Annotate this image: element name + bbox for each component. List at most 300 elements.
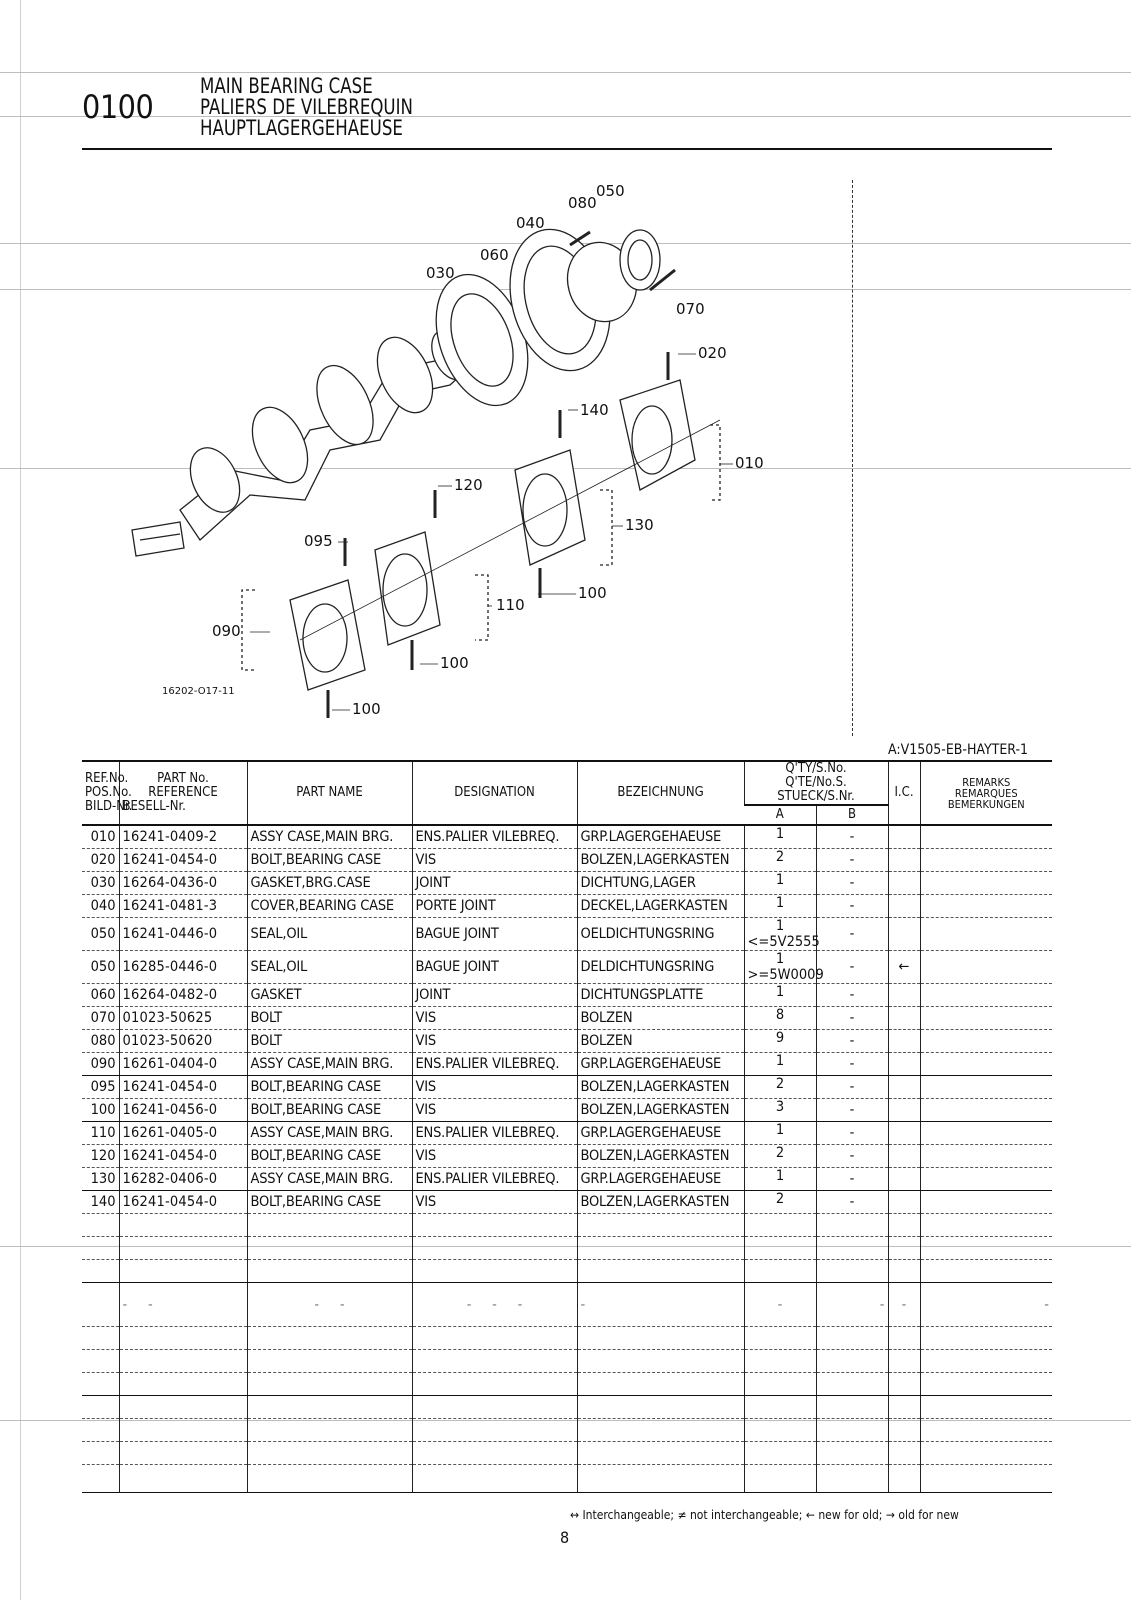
header-qty-b: B bbox=[816, 805, 888, 825]
table-cell bbox=[247, 1419, 412, 1442]
callout-110: 110 bbox=[496, 596, 525, 614]
table-cell: DECKEL,LAGERKASTEN bbox=[577, 895, 744, 918]
table-cell: 090 bbox=[82, 1053, 119, 1076]
table-cell: - bbox=[577, 1283, 744, 1327]
table-cell: 2 bbox=[744, 849, 816, 872]
table-cell: GRP.LAGERGEHAEUSE bbox=[577, 1168, 744, 1191]
blank-row bbox=[82, 1442, 1052, 1465]
callout-100a: 100 bbox=[578, 584, 607, 602]
table-cell: DICHTUNGSPLATTE bbox=[577, 984, 744, 1007]
table-cell bbox=[412, 1350, 577, 1373]
table-cell: BOLZEN,LAGERKASTEN bbox=[577, 1099, 744, 1122]
table-cell: 1 bbox=[744, 1053, 816, 1076]
table-cell bbox=[888, 1350, 920, 1373]
table-cell bbox=[577, 1419, 744, 1442]
table-cell: 16241-0454-0 bbox=[119, 1076, 247, 1099]
table-cell: BOLT,BEARING CASE bbox=[247, 1191, 412, 1214]
table-cell: - bbox=[888, 1283, 920, 1327]
table-cell bbox=[744, 1419, 816, 1442]
table-cell: - bbox=[816, 1191, 888, 1214]
table-cell: - - bbox=[119, 1283, 247, 1327]
page-number: 8 bbox=[560, 1528, 570, 1547]
blank-row bbox=[82, 1237, 1052, 1260]
table-cell bbox=[920, 1007, 1052, 1030]
table-cell: - bbox=[920, 1283, 1052, 1327]
table-cell: 16261-0404-0 bbox=[119, 1053, 247, 1076]
table-row bbox=[82, 1099, 1052, 1122]
table-cell: 100 bbox=[82, 1099, 119, 1122]
table-cell: DICHTUNG,LAGER bbox=[577, 872, 744, 895]
table-cell: - bbox=[816, 825, 888, 849]
table-cell bbox=[816, 1465, 888, 1493]
table-cell: 1 bbox=[744, 825, 816, 849]
bearing-case-110-drawing bbox=[375, 490, 488, 670]
table-cell: - bbox=[816, 1007, 888, 1030]
table-cell bbox=[888, 1076, 920, 1099]
table-cell: GASKET bbox=[247, 984, 412, 1007]
table-cell: 2 bbox=[744, 1076, 816, 1099]
table-row bbox=[82, 951, 1052, 984]
blank-row bbox=[82, 1465, 1052, 1493]
table-cell bbox=[888, 1030, 920, 1053]
table-cell: ENS.PALIER VILEBREQ. bbox=[412, 1122, 577, 1145]
table-cell bbox=[577, 1465, 744, 1493]
callout-120: 120 bbox=[454, 476, 483, 494]
table-cell: BOLZEN,LAGERKASTEN bbox=[577, 849, 744, 872]
blank-row bbox=[82, 1283, 1052, 1327]
title-block bbox=[200, 76, 413, 139]
table-cell bbox=[744, 1465, 816, 1493]
header-part-name: PART NAME bbox=[247, 761, 412, 825]
title-french: PALIERS DE VILEBREQUIN bbox=[200, 95, 413, 119]
header-ref: REF.No. POS.No. BILD-Nr. bbox=[82, 761, 119, 825]
table-cell bbox=[920, 1260, 1052, 1283]
table-row bbox=[82, 872, 1052, 895]
table-cell: 070 bbox=[82, 1007, 119, 1030]
table-row bbox=[82, 825, 1052, 849]
table-cell: 130 bbox=[82, 1168, 119, 1191]
table-cell: VIS bbox=[412, 1099, 577, 1122]
table-cell bbox=[888, 895, 920, 918]
parts-table bbox=[82, 760, 1052, 1493]
table-cell: - bbox=[816, 1168, 888, 1191]
callout-140: 140 bbox=[580, 401, 609, 419]
table-cell bbox=[816, 1350, 888, 1373]
table-row bbox=[82, 1053, 1052, 1076]
table-cell: BOLZEN,LAGERKASTEN bbox=[577, 1145, 744, 1168]
table-cell: ENS.PALIER VILEBREQ. bbox=[412, 1053, 577, 1076]
oil-seal-050-drawing bbox=[620, 230, 660, 290]
title-german: HAUPTLAGERGEHAEUSE bbox=[200, 116, 403, 140]
header-bezeichnung: BEZEICHNUNG bbox=[577, 761, 744, 825]
header-ic: I.C. bbox=[888, 761, 920, 825]
table-cell: - bbox=[816, 984, 888, 1007]
interchangeability-legend: ↔ Interchangeable; ≠ not interchangeable; ← new for old; → old for new bbox=[570, 1508, 959, 1522]
table-cell: 1 bbox=[744, 1122, 816, 1145]
table-cell: COVER,BEARING CASE bbox=[247, 895, 412, 918]
header-qty-a: A bbox=[744, 805, 816, 825]
table-cell bbox=[888, 849, 920, 872]
table-cell bbox=[412, 1237, 577, 1260]
table-cell: - bbox=[816, 872, 888, 895]
table-cell bbox=[744, 1237, 816, 1260]
table-cell: 16282-0406-0 bbox=[119, 1168, 247, 1191]
blank-row bbox=[82, 1419, 1052, 1442]
table-cell bbox=[920, 1191, 1052, 1214]
table-cell: ASSY CASE,MAIN BRG. bbox=[247, 1168, 412, 1191]
callout-100c: 100 bbox=[352, 700, 381, 718]
table-cell bbox=[744, 1442, 816, 1465]
table-cell bbox=[888, 1168, 920, 1191]
callout-060: 060 bbox=[480, 246, 509, 264]
table-cell bbox=[888, 1145, 920, 1168]
table-cell bbox=[920, 1145, 1052, 1168]
table-cell bbox=[888, 1007, 920, 1030]
table-cell: ENS.PALIER VILEBREQ. bbox=[412, 1168, 577, 1191]
table-cell: VIS bbox=[412, 849, 577, 872]
table-cell: - bbox=[816, 1283, 888, 1327]
blank-row bbox=[82, 1350, 1052, 1373]
table-cell: 1 >=5W0009 bbox=[744, 951, 816, 984]
blank-row bbox=[82, 1373, 1052, 1396]
table-cell bbox=[412, 1373, 577, 1396]
table-cell bbox=[247, 1442, 412, 1465]
table-cell bbox=[888, 872, 920, 895]
table-cell: BOLZEN,LAGERKASTEN bbox=[577, 1076, 744, 1099]
table-cell bbox=[577, 1327, 744, 1350]
table-cell bbox=[82, 1283, 119, 1327]
table-cell: - bbox=[816, 1053, 888, 1076]
table-cell bbox=[920, 1396, 1052, 1419]
table-cell bbox=[412, 1260, 577, 1283]
table-cell bbox=[888, 1373, 920, 1396]
table-cell: 9 bbox=[744, 1030, 816, 1053]
table-cell bbox=[82, 1350, 119, 1373]
table-cell bbox=[577, 1350, 744, 1373]
table-cell: BOLT bbox=[247, 1030, 412, 1053]
blank-row bbox=[82, 1214, 1052, 1237]
table-cell: - bbox=[816, 951, 888, 984]
table-cell: ENS.PALIER VILEBREQ. bbox=[412, 825, 577, 849]
table-cell: - - - bbox=[412, 1283, 577, 1327]
table-cell: - bbox=[744, 1283, 816, 1327]
table-cell bbox=[888, 1442, 920, 1465]
table-cell: 3 bbox=[744, 1099, 816, 1122]
table-cell: BOLZEN,LAGERKASTEN bbox=[577, 1191, 744, 1214]
table-cell bbox=[119, 1396, 247, 1419]
table-cell: 16261-0405-0 bbox=[119, 1122, 247, 1145]
table-cell bbox=[888, 1214, 920, 1237]
blank-row bbox=[82, 1327, 1052, 1350]
table-cell: 120 bbox=[82, 1145, 119, 1168]
table-cell bbox=[888, 1053, 920, 1076]
table-cell: VIS bbox=[412, 1076, 577, 1099]
table-cell bbox=[888, 1465, 920, 1493]
table-cell bbox=[920, 1327, 1052, 1350]
table-cell bbox=[816, 1214, 888, 1237]
blank-row bbox=[82, 1260, 1052, 1283]
table-cell bbox=[744, 1396, 816, 1419]
bearing-case-130-drawing bbox=[515, 410, 612, 598]
table-cell bbox=[920, 1237, 1052, 1260]
table-cell bbox=[888, 1122, 920, 1145]
table-cell bbox=[119, 1237, 247, 1260]
table-cell bbox=[412, 1419, 577, 1442]
table-cell: 16241-0454-0 bbox=[119, 849, 247, 872]
table-row bbox=[82, 918, 1052, 951]
table-cell: 095 bbox=[82, 1076, 119, 1099]
table-cell bbox=[412, 1465, 577, 1493]
table-cell: BOLT bbox=[247, 1007, 412, 1030]
table-cell bbox=[888, 984, 920, 1007]
table-cell bbox=[816, 1260, 888, 1283]
table-cell bbox=[577, 1396, 744, 1419]
bearing-case-090-drawing bbox=[242, 538, 365, 718]
table-cell: PORTE JOINT bbox=[412, 895, 577, 918]
table-cell bbox=[920, 1030, 1052, 1053]
table-cell: - bbox=[816, 849, 888, 872]
table-cell bbox=[82, 1419, 119, 1442]
callout-030: 030 bbox=[426, 264, 455, 282]
crankshaft-drawing bbox=[132, 325, 480, 556]
table-cell: ASSY CASE,MAIN BRG. bbox=[247, 1053, 412, 1076]
table-cell bbox=[577, 1237, 744, 1260]
table-cell bbox=[119, 1442, 247, 1465]
table-cell: BOLT,BEARING CASE bbox=[247, 1099, 412, 1122]
callout-020: 020 bbox=[698, 344, 727, 362]
table-cell: - bbox=[816, 1076, 888, 1099]
table-cell bbox=[888, 1237, 920, 1260]
table-cell: - bbox=[816, 1030, 888, 1053]
table-row bbox=[82, 1145, 1052, 1168]
table-cell: ← bbox=[888, 951, 920, 984]
margin-line bbox=[20, 0, 21, 1600]
section-number: 0100 bbox=[82, 88, 154, 126]
table-cell bbox=[744, 1214, 816, 1237]
table-cell: SEAL,OIL bbox=[247, 918, 412, 951]
table-cell: 030 bbox=[82, 872, 119, 895]
table-cell bbox=[82, 1327, 119, 1350]
table-cell bbox=[888, 1099, 920, 1122]
table-cell bbox=[82, 1214, 119, 1237]
table-cell bbox=[920, 918, 1052, 951]
table-cell: 01023-50620 bbox=[119, 1030, 247, 1053]
table-cell: GRP.LAGERGEHAEUSE bbox=[577, 1053, 744, 1076]
callout-080: 080 bbox=[568, 194, 597, 212]
background-rule bbox=[0, 116, 1131, 117]
table-cell bbox=[82, 1465, 119, 1493]
table-cell: 040 bbox=[82, 895, 119, 918]
table-cell bbox=[816, 1373, 888, 1396]
table-row bbox=[82, 1007, 1052, 1030]
callout-100b: 100 bbox=[440, 654, 469, 672]
table-cell bbox=[920, 895, 1052, 918]
title-rule bbox=[82, 148, 1052, 150]
table-cell: 1 bbox=[744, 1168, 816, 1191]
table-cell bbox=[888, 918, 920, 951]
table-cell bbox=[247, 1327, 412, 1350]
table-cell: - bbox=[816, 918, 888, 951]
header-part-no: PART No. REFERENCE BESELL-Nr. bbox=[119, 761, 247, 825]
table-cell: GRP.LAGERGEHAEUSE bbox=[577, 1122, 744, 1145]
table-cell: VIS bbox=[412, 1030, 577, 1053]
table-cell: BOLT,BEARING CASE bbox=[247, 849, 412, 872]
table-cell bbox=[744, 1350, 816, 1373]
table-cell bbox=[247, 1396, 412, 1419]
table-cell: 080 bbox=[82, 1030, 119, 1053]
table-cell: BOLT,BEARING CASE bbox=[247, 1076, 412, 1099]
header-qty: Q'TY/S.No. Q'TE/No.S. STUECK/S.Nr. bbox=[744, 761, 888, 805]
table-cell bbox=[816, 1419, 888, 1442]
table-cell: JOINT bbox=[412, 872, 577, 895]
table-cell bbox=[920, 1168, 1052, 1191]
table-cell: VIS bbox=[412, 1191, 577, 1214]
title-english: MAIN BEARING CASE bbox=[200, 74, 373, 98]
table-cell: - bbox=[816, 1122, 888, 1145]
table-cell: 16241-0454-0 bbox=[119, 1145, 247, 1168]
table-cell bbox=[920, 1373, 1052, 1396]
table-cell bbox=[744, 1260, 816, 1283]
callout-010: 010 bbox=[735, 454, 764, 472]
table-cell bbox=[888, 1260, 920, 1283]
table-cell: 110 bbox=[82, 1122, 119, 1145]
table-cell bbox=[119, 1350, 247, 1373]
table-cell bbox=[577, 1442, 744, 1465]
table-cell bbox=[816, 1327, 888, 1350]
table-cell bbox=[920, 1053, 1052, 1076]
table-cell bbox=[888, 825, 920, 849]
table-cell bbox=[577, 1260, 744, 1283]
table-cell bbox=[920, 1122, 1052, 1145]
table-cell: GRP.LAGERGEHAEUSE bbox=[577, 825, 744, 849]
table-cell bbox=[247, 1237, 412, 1260]
table-cell bbox=[888, 1327, 920, 1350]
table-row bbox=[82, 1191, 1052, 1214]
table-cell bbox=[82, 1373, 119, 1396]
table-cell bbox=[577, 1373, 744, 1396]
table-cell bbox=[920, 1419, 1052, 1442]
table-row bbox=[82, 1030, 1052, 1053]
table-cell bbox=[744, 1327, 816, 1350]
table-cell: 01023-50625 bbox=[119, 1007, 247, 1030]
table-cell: 16241-0409-2 bbox=[119, 825, 247, 849]
table-cell: 050 bbox=[82, 951, 119, 984]
table-cell bbox=[82, 1260, 119, 1283]
table-row bbox=[82, 1168, 1052, 1191]
table-cell: - bbox=[816, 1145, 888, 1168]
table-cell bbox=[577, 1214, 744, 1237]
table-cell bbox=[920, 1214, 1052, 1237]
table-cell bbox=[247, 1260, 412, 1283]
table-cell: 16241-0456-0 bbox=[119, 1099, 247, 1122]
table-cell: ASSY CASE,MAIN BRG. bbox=[247, 825, 412, 849]
table-cell: 010 bbox=[82, 825, 119, 849]
callout-095: 095 bbox=[304, 532, 333, 550]
table-cell bbox=[412, 1396, 577, 1419]
table-cell: - - bbox=[247, 1283, 412, 1327]
table-cell: 16264-0482-0 bbox=[119, 984, 247, 1007]
table-cell bbox=[119, 1214, 247, 1237]
table-cell: VIS bbox=[412, 1145, 577, 1168]
table-cell: BOLT,BEARING CASE bbox=[247, 1145, 412, 1168]
model-code: A:V1505-EB-HAYTER-1 bbox=[888, 742, 1029, 758]
table-cell: 2 bbox=[744, 1191, 816, 1214]
bearing-case-010-drawing bbox=[620, 352, 720, 500]
table-cell bbox=[920, 1076, 1052, 1099]
table-cell: BAGUE JOINT bbox=[412, 918, 577, 951]
table-cell bbox=[920, 951, 1052, 984]
table-cell: - bbox=[816, 1099, 888, 1122]
table-cell bbox=[816, 1237, 888, 1260]
table-cell bbox=[247, 1214, 412, 1237]
table-cell: 16264-0436-0 bbox=[119, 872, 247, 895]
header-designation: DESIGNATION bbox=[412, 761, 577, 825]
table-cell bbox=[247, 1373, 412, 1396]
header-remarks: REMARKS REMARQUES BEMERKUNGEN bbox=[920, 761, 1052, 825]
table-cell: BOLZEN bbox=[577, 1030, 744, 1053]
table-cell: JOINT bbox=[412, 984, 577, 1007]
blank-row bbox=[82, 1396, 1052, 1419]
exploded-diagram bbox=[120, 170, 860, 740]
table-cell bbox=[888, 1396, 920, 1419]
callout-090: 090 bbox=[212, 622, 241, 640]
table-cell: 1 bbox=[744, 984, 816, 1007]
table-cell bbox=[412, 1327, 577, 1350]
table-cell: 16241-0454-0 bbox=[119, 1191, 247, 1214]
table-cell bbox=[920, 849, 1052, 872]
table-cell bbox=[119, 1465, 247, 1493]
table-cell: 140 bbox=[82, 1191, 119, 1214]
callout-040: 040 bbox=[516, 214, 545, 232]
table-cell bbox=[119, 1260, 247, 1283]
table-cell: 16241-0446-0 bbox=[119, 918, 247, 951]
callout-070: 070 bbox=[676, 300, 705, 318]
table-cell bbox=[412, 1214, 577, 1237]
table-cell: OELDICHTUNGSRING bbox=[577, 918, 744, 951]
table-cell: 050 bbox=[82, 918, 119, 951]
table-row bbox=[82, 849, 1052, 872]
table-cell: 020 bbox=[82, 849, 119, 872]
table-cell bbox=[816, 1396, 888, 1419]
table-row bbox=[82, 1076, 1052, 1099]
callout-050: 050 bbox=[596, 182, 625, 200]
table-cell: - bbox=[816, 895, 888, 918]
table-cell bbox=[920, 872, 1052, 895]
table-cell bbox=[247, 1350, 412, 1373]
table-cell bbox=[119, 1373, 247, 1396]
table-cell: 1 bbox=[744, 895, 816, 918]
table-cell bbox=[82, 1237, 119, 1260]
table-cell bbox=[82, 1442, 119, 1465]
table-cell: 060 bbox=[82, 984, 119, 1007]
table-cell bbox=[920, 1099, 1052, 1122]
table-cell bbox=[920, 1350, 1052, 1373]
background-rule bbox=[0, 72, 1131, 73]
table-cell bbox=[119, 1419, 247, 1442]
table-cell bbox=[888, 1419, 920, 1442]
table-cell: ASSY CASE,MAIN BRG. bbox=[247, 1122, 412, 1145]
table-cell: SEAL,OIL bbox=[247, 951, 412, 984]
table-cell bbox=[920, 1442, 1052, 1465]
table-cell: 8 bbox=[744, 1007, 816, 1030]
figure-code: 16202-O17-11 bbox=[162, 686, 235, 697]
table-cell bbox=[920, 1465, 1052, 1493]
table-cell: GASKET,BRG.CASE bbox=[247, 872, 412, 895]
callout-130: 130 bbox=[625, 516, 654, 534]
table-row bbox=[82, 895, 1052, 918]
table-cell bbox=[412, 1442, 577, 1465]
table-cell: 2 bbox=[744, 1145, 816, 1168]
